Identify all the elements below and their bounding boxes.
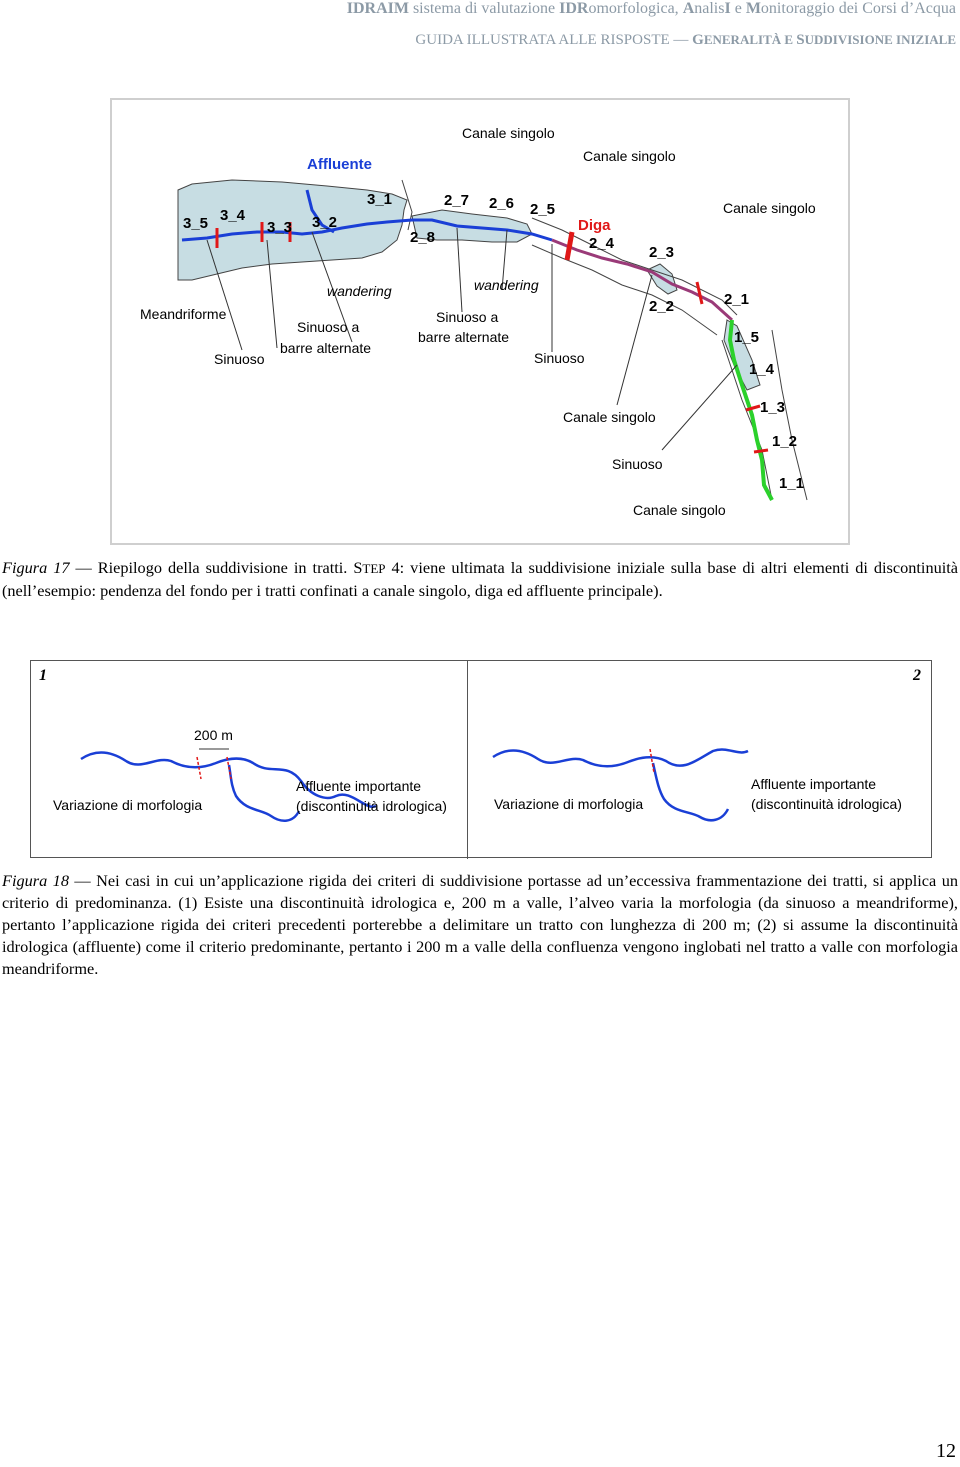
header-bold: ENERALITÀ E (703, 32, 797, 47)
header-bold: S (796, 32, 805, 48)
label-affluente: Affluente importante (296, 778, 422, 794)
label-sinuoso-barre: barre alternate (280, 340, 372, 356)
label-sinuoso-barre: barre alternate (418, 329, 510, 345)
segment-label: 1_5 (734, 329, 760, 346)
panel-2-diagram (468, 661, 932, 859)
tributary-line (229, 765, 299, 821)
segment-label: 1_4 (749, 361, 775, 378)
header-text: onitoraggio dei Corsi d’Acqua (760, 0, 956, 17)
label-meandriforme: Meandriforme (140, 306, 227, 322)
segment-label: 2_6 (489, 195, 515, 212)
segment-label: 3_2 (312, 214, 338, 231)
figure-17-map (110, 98, 850, 545)
caption-step: TEP (362, 561, 386, 576)
label-distance: 200 m (194, 727, 233, 743)
header-bold: G (692, 32, 704, 48)
label-affluente: Affluente importante (751, 776, 877, 792)
running-header-section (415, 32, 956, 49)
label-variazione: Variazione di morfologia (494, 796, 644, 812)
header-bold: A (682, 0, 695, 17)
segment-label: 3_1 (367, 191, 393, 208)
header-bold: I (724, 0, 731, 17)
page-number: 12 (936, 1440, 956, 1462)
caption-text: — Nei casi in cui un’applicazione rigida dei criteri di suddivisione portasse ad un’eccessiva frammentazione dei tratti, si applica un criterio di predominanza. (1) Esiste una discontinuità idrologica e, 200 m a valle, l’alveo varia la morfologia (da sinuoso a meandriforme), pertanto l’applicazione rigida dei criteri precedenti porterebbe a delimitare un tratto con lunghezza di 200 m; (2) si assume la discontinuità idrologica (affluente) come il criterio predominante, pertanto i 200 m a valle della confluenza vengono inglobati nel tratto a valle con morfologia meandriforme. (2, 871, 958, 978)
break-marker (754, 450, 768, 452)
segment-label: 3_4 (220, 207, 246, 224)
segment-label: 1_3 (760, 399, 786, 416)
segment-label: 2_8 (410, 229, 436, 246)
river-segmentation-diagram (112, 100, 848, 543)
segment-label: 2_7 (444, 192, 470, 209)
caption-text: 4: viene ultimata la suddivisione iniziale sulla base di altri elementi di discontinuità (nell’esempio: pendenza del fondo per i tratti confinati a canale singolo, diga ed affluente principale). (2, 558, 959, 600)
header-text: nalis (694, 0, 725, 17)
header-text: e (730, 0, 746, 17)
figure-18-caption (2, 870, 958, 980)
caption-figure-label: Figura 17 (2, 558, 70, 577)
figure-18-panels (30, 660, 932, 858)
label-discontinuita: (discontinuità idrologica) (751, 796, 902, 812)
label-wandering: wandering (474, 277, 539, 293)
channel-line (493, 750, 748, 767)
header-bold: UDDIVISIONE INIZIALE (804, 32, 956, 47)
label-sinuoso: Sinuoso (214, 351, 265, 367)
segment-label: 2_4 (589, 235, 615, 252)
label-diga: Diga (578, 217, 611, 234)
label-affluente: Affluente (307, 156, 372, 173)
header-text: omorfologica, (588, 0, 683, 17)
label-canale-singolo: Canale singolo (633, 502, 726, 518)
segment-label: 2_2 (649, 298, 675, 315)
caption-step: S (353, 558, 363, 577)
label-sinuoso: Sinuoso (612, 456, 663, 472)
label-canale-singolo: Canale singolo (462, 125, 555, 141)
label-discontinuita: (discontinuità idrologica) (296, 798, 447, 814)
panel-number: 1 (39, 667, 47, 684)
figure-17-caption (2, 557, 958, 602)
segment-label: 1_2 (772, 433, 798, 450)
panel-number: 2 (913, 667, 921, 684)
segment-label: 1_1 (779, 475, 805, 492)
label-sinuoso: Sinuoso (534, 350, 585, 366)
panel-1-diagram (31, 661, 467, 859)
segment-label: 2_1 (724, 291, 750, 308)
segment-label: 3_3 (267, 219, 293, 236)
main-channel-purple (552, 240, 732, 320)
caption-dash: — (69, 558, 98, 577)
header-text: sistema di valutazione (408, 0, 560, 17)
segment-label: 2_3 (649, 244, 675, 261)
segment-label: 2_5 (530, 201, 556, 218)
label-wandering: wandering (327, 283, 392, 299)
header-idraim: IDRAIM (346, 0, 409, 17)
label-canale-singolo: Canale singolo (723, 200, 816, 216)
label-canale-singolo: Canale singolo (583, 148, 676, 164)
running-header-title (347, 0, 956, 18)
caption-title: Riepilogo della suddivisione in tratti. (97, 558, 354, 577)
tributary-line (653, 763, 728, 820)
caption-figure-label: Figura 18 (2, 871, 69, 890)
label-sinuoso-barre: Sinuoso a (436, 309, 499, 325)
header-text: GUIDA ILLUSTRATA ALLE RISPOSTE — (415, 32, 693, 48)
label-variazione: Variazione di morfologia (53, 797, 203, 813)
break-marker (697, 282, 702, 304)
label-canale-singolo: Canale singolo (563, 409, 656, 425)
segment-label: 3_5 (183, 215, 209, 232)
dam-marker (567, 232, 572, 260)
label-sinuoso-barre: Sinuoso a (297, 319, 360, 335)
header-bold: M (745, 0, 761, 17)
boundary-dashed (650, 749, 654, 773)
header-bold: IDR (559, 0, 589, 17)
